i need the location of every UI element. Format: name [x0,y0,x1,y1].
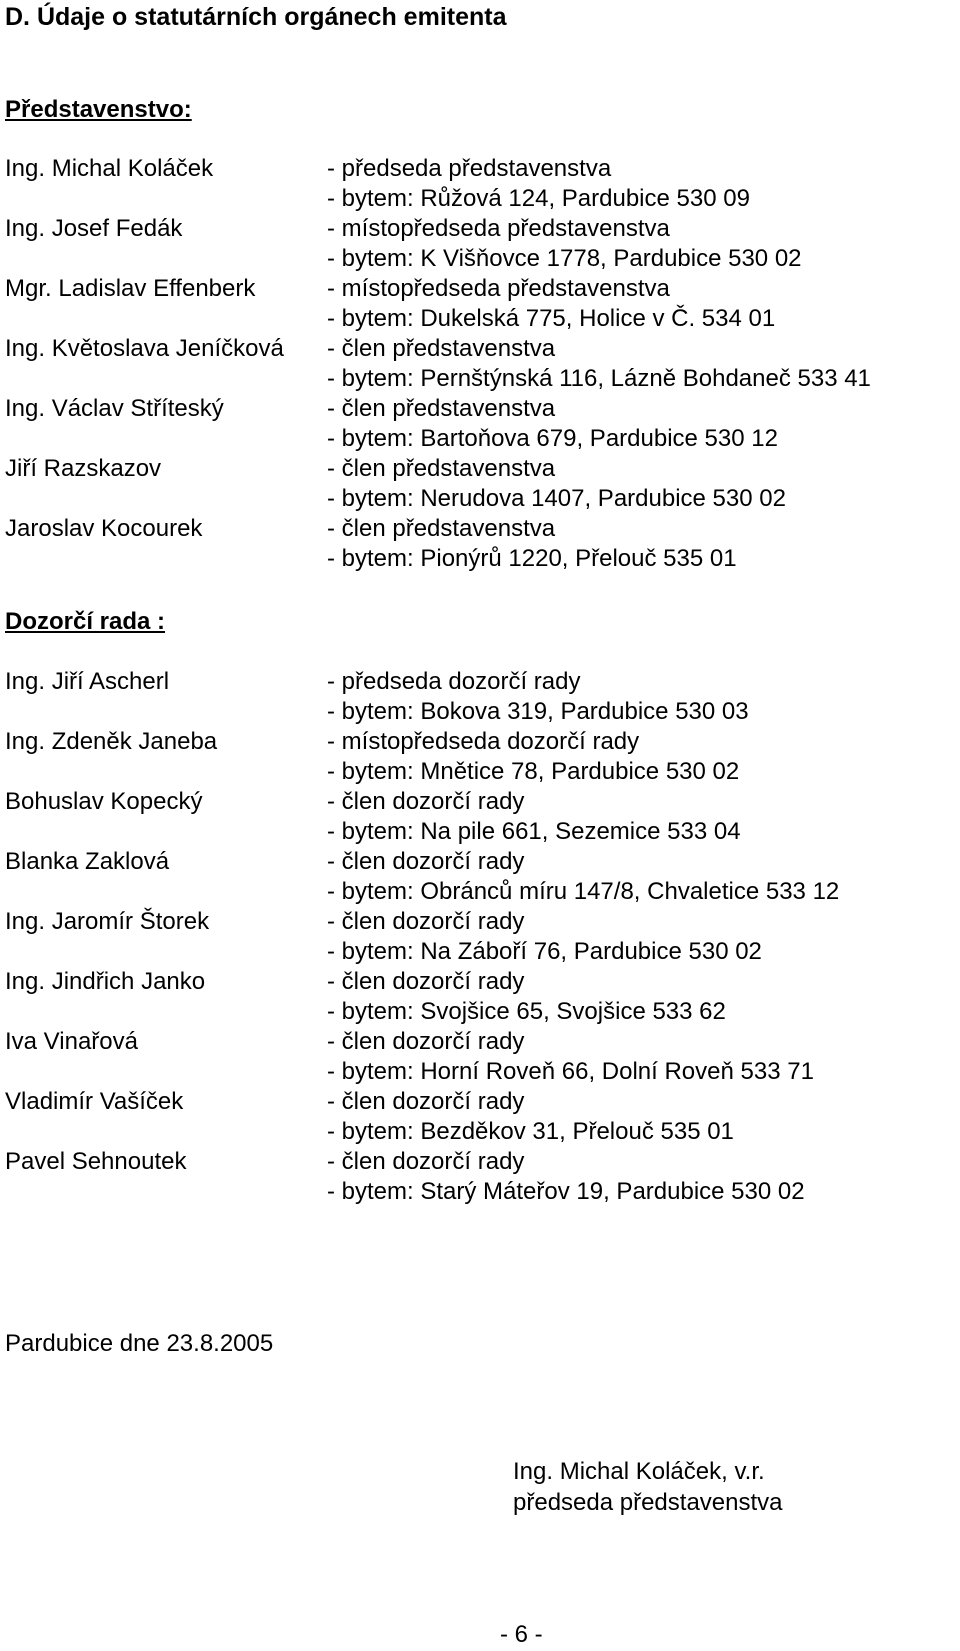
board-member-address: - bytem: Dukelská 775, Holice v Č. 534 01 [327,305,776,332]
supervisory-member-role: - předseda dozorčí rady [327,668,581,695]
supervisory-member-name: Vladimír Vašíček [5,1088,184,1115]
supervisory-member-address: - bytem: Na Záboří 76, Pardubice 530 02 [327,938,762,965]
supervisory-member-name: Pavel Sehnoutek [5,1148,187,1175]
board-member-role: - předseda představenstva [327,155,612,182]
supervisory-member-name: Ing. Zdeněk Janeba [5,728,218,755]
board-heading: Představenstvo: [5,96,192,123]
board-member-name: Ing. Květoslava Jeníčková [5,335,284,362]
board-member-role: - místopředseda představenstva [327,275,670,302]
supervisory-member-address: - bytem: Horní Roveň 66, Dolní Roveň 533 71 [327,1058,814,1085]
board-member-name: Ing. Václav Stříteský [5,395,224,422]
supervisory-member-address: - bytem: Bokova 319, Pardubice 530 03 [327,698,749,725]
supervisory-member-name: Ing. Jaromír Štorek [5,908,210,935]
supervisory-heading: Dozorčí rada : [5,608,166,635]
board-member-address: - bytem: K Višňovce 1778, Pardubice 530 02 [327,245,802,272]
supervisory-member-role: - člen dozorčí rady [327,1088,525,1115]
board-member-role: - člen představenstva [327,515,556,542]
board-member-name: Ing. Michal Koláček [5,155,214,182]
board-member-role: - člen představenstva [327,335,556,362]
board-member-name: Mgr. Ladislav Effenberk [5,275,256,302]
board-member-address: - bytem: Pernštýnská 116, Lázně Bohdaneč 533 41 [327,365,871,392]
board-member-name: Jiří Razskazov [5,455,162,482]
supervisory-member-role: - člen dozorčí rady [327,968,525,995]
supervisory-member-role: - člen dozorčí rady [327,848,525,875]
supervisory-member-address: - bytem: Starý Máteřov 19, Pardubice 530 02 [327,1178,805,1205]
supervisory-member-role: - člen dozorčí rady [327,1148,525,1175]
board-member-role: - člen představenstva [327,455,556,482]
board-member-role: - místopředseda představenstva [327,215,670,242]
signatory-title: předseda představenstva [513,1489,783,1516]
page-number: - 6 - [500,1621,543,1648]
supervisory-member-address: - bytem: Bezděkov 31, Přelouč 535 01 [327,1118,734,1145]
supervisory-member-name: Ing. Jindřich Janko [5,968,206,995]
supervisory-member-name: Bohuslav Kopecký [5,788,203,815]
board-member-address: - bytem: Nerudova 1407, Pardubice 530 02 [327,485,786,512]
supervisory-member-role: - člen dozorčí rady [327,1028,525,1055]
board-member-address: - bytem: Růžová 124, Pardubice 530 09 [327,185,750,212]
signatory-name: Ing. Michal Koláček, v.r. [513,1458,765,1485]
supervisory-member-name: Iva Vinařová [5,1028,138,1055]
supervisory-member-role: - člen dozorčí rady [327,788,525,815]
supervisory-member-address: - bytem: Obránců míru 147/8, Chvaletice 533 12 [327,878,840,905]
place-and-date: Pardubice dne 23.8.2005 [5,1330,274,1357]
board-member-address: - bytem: Bartoňova 679, Pardubice 530 12 [327,425,778,452]
supervisory-member-role: - člen dozorčí rady [327,908,525,935]
supervisory-member-address: - bytem: Svojšice 65, Svojšice 533 62 [327,998,726,1025]
supervisory-member-address: - bytem: Mnětice 78, Pardubice 530 02 [327,758,740,785]
supervisory-member-address: - bytem: Na pile 661, Sezemice 533 04 [327,818,741,845]
board-member-name: Ing. Josef Fedák [5,215,183,242]
board-member-role: - člen představenstva [327,395,556,422]
board-member-name: Jaroslav Kocourek [5,515,203,542]
supervisory-member-name: Ing. Jiří Ascherl [5,668,170,695]
section-title: D. Údaje o statutárních orgánech emitenta [5,3,507,31]
board-member-address: - bytem: Pionýrů 1220, Přelouč 535 01 [327,545,737,572]
supervisory-member-role: - místopředseda dozorčí rady [327,728,640,755]
supervisory-member-name: Blanka Zaklová [5,848,170,875]
